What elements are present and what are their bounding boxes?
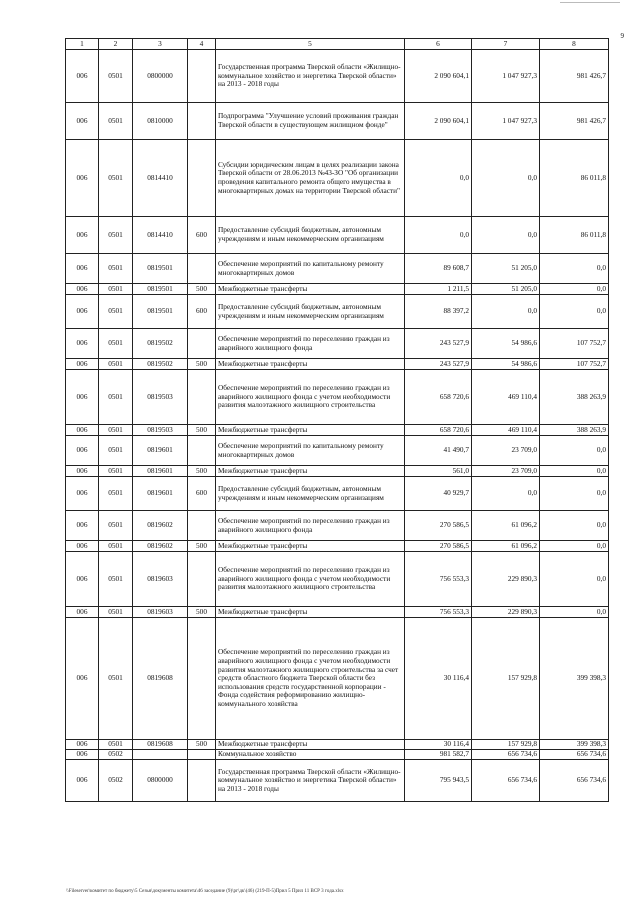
code-expense-type-cell [188,254,216,284]
amount-year-2-cell: 469 110,4 [472,370,540,425]
amount-year-2-cell: 54 986,6 [472,359,540,370]
item-name-cell: Межбюджетные трансферты [216,466,405,477]
code-target-cell: 0819602 [133,511,188,541]
code-target-cell: 0819503 [133,370,188,425]
code-section-cell: 0501 [99,541,133,552]
code-expense-type-cell [188,552,216,607]
code-target-cell: 0819608 [133,618,188,740]
code-expense-type-cell [188,329,216,359]
item-name-cell: Государственная программа Тверской области «Жилищно-коммунальное хозяйство и энергетика Тверской области» на 2013 - 2018 годы [216,50,405,103]
code-expense-type-cell [188,618,216,740]
code-expense-type-cell: 600 [188,295,216,329]
amount-year-2-cell: 656 734,6 [472,760,540,802]
code-target-cell: 0819501 [133,295,188,329]
code-target-cell: 0819601 [133,466,188,477]
amount-year-2-cell: 23 709,0 [472,436,540,466]
amount-year-3-cell: 0,0 [540,552,609,607]
code-target-cell: 0819502 [133,329,188,359]
code-expense-type-cell: 500 [188,607,216,618]
table-row [66,359,609,370]
code-target-cell: 0819603 [133,552,188,607]
amount-year-2-cell: 229 890,3 [472,552,540,607]
amount-year-2-cell: 1 047 927,3 [472,50,540,103]
code-target-cell: 0819501 [133,284,188,295]
code-ministry-cell: 006 [66,254,99,284]
amount-year-1-cell: 756 553,3 [405,552,472,607]
table-row [66,329,609,359]
code-section-cell: 0501 [99,370,133,425]
amount-year-2-cell: 51 205,0 [472,284,540,295]
code-expense-type-cell: 500 [188,740,216,750]
item-name-cell: Субсидии юридическим лицам в целях реализации закона Тверской области от 28.06.2013 №43-ЗО "Об организации проведения капитального ремонта общего имущества в многоквартирных домах на территории Тверской области" [216,140,405,217]
code-section-cell: 0501 [99,511,133,541]
code-ministry-cell: 006 [66,103,99,140]
amount-year-3-cell: 399 398,3 [540,618,609,740]
amount-year-2-cell: 157 929,8 [472,618,540,740]
amount-year-3-cell: 388 263,9 [540,425,609,436]
code-section-cell: 0501 [99,103,133,140]
code-target-cell: 0814410 [133,217,188,254]
header-col-5: 5 [216,39,405,50]
page-number: 9 [620,32,624,40]
item-name-cell: Обеспечение мероприятий по переселению граждан из аварийного жилищного фонда с учетом необходимости развития малоэтажного жилищного строительства за счет средств областного бюджета Тверской области без использования средств государственной корпорации - Фонда содействия реформированию жилищно-коммунального хозяйства [216,618,405,740]
amount-year-1-cell: 270 586,5 [405,511,472,541]
table-row [66,425,609,436]
code-ministry-cell: 006 [66,329,99,359]
code-section-cell: 0501 [99,50,133,103]
file-path-footer: \\Fileserver\комитет по бюджету\5 Сезья\документы комитета\46 заседание (9)\рг\дк\(46) (219-П-5)Прил 5 Прил 11 ВСР 3 года.xlsx [66,889,344,894]
code-target-cell: 0819601 [133,477,188,511]
code-target-cell: 0819602 [133,541,188,552]
code-target-cell: 0819608 [133,740,188,750]
amount-year-2-cell: 157 929,8 [472,740,540,750]
item-name-cell: Межбюджетные трансферты [216,284,405,295]
table-row [66,370,609,425]
code-ministry-cell: 006 [66,740,99,750]
amount-year-3-cell: 0,0 [540,436,609,466]
amount-year-1-cell: 658 720,6 [405,370,472,425]
amount-year-3-cell: 981 426,7 [540,50,609,103]
header-col-3: 3 [133,39,188,50]
header-col-4: 4 [188,39,216,50]
code-section-cell: 0501 [99,359,133,370]
code-section-cell: 0501 [99,140,133,217]
code-ministry-cell: 006 [66,552,99,607]
code-ministry-cell: 006 [66,140,99,217]
amount-year-1-cell: 30 116,4 [405,618,472,740]
code-ministry-cell: 006 [66,760,99,802]
table-row [66,295,609,329]
code-section-cell: 0501 [99,329,133,359]
table-row [66,466,609,477]
amount-year-3-cell: 388 263,9 [540,370,609,425]
amount-year-1-cell: 88 397,2 [405,295,472,329]
item-name-cell: Обеспечение мероприятий по переселению граждан из аварийного жилищного фонда с учетом необходимости развития малоэтажного жилищного строительства [216,552,405,607]
item-name-cell: Обеспечение мероприятий по переселению граждан из аварийного жилищного фонда [216,511,405,541]
table-row [66,217,609,254]
table-row [66,140,609,217]
code-section-cell: 0501 [99,436,133,466]
header-col-8: 8 [540,39,609,50]
amount-year-1-cell: 2 090 604,1 [405,103,472,140]
amount-year-2-cell: 61 096,2 [472,541,540,552]
code-section-cell: 0501 [99,425,133,436]
amount-year-1-cell: 89 608,7 [405,254,472,284]
amount-year-2-cell: 0,0 [472,140,540,217]
code-section-cell: 0501 [99,284,133,295]
table-row [66,618,609,740]
amount-year-2-cell: 51 205,0 [472,254,540,284]
header-col-7: 7 [472,39,540,50]
item-name-cell: Государственная программа Тверской области «Жилищно-коммунальное хозяйство и энергетика Тверской области» на 2013 - 2018 годы [216,760,405,802]
item-name-cell: Предоставление субсидий бюджетным, автономным учреждениям и иным некоммерческим организациям [216,295,405,329]
item-name-cell: Обеспечение мероприятий по переселению граждан из аварийного жилищного фонда [216,329,405,359]
table-row [66,477,609,511]
item-name-cell: Предоставление субсидий бюджетным, автономным учреждениям и иным некоммерческим организациям [216,477,405,511]
amount-year-3-cell: 107 752,7 [540,329,609,359]
code-target-cell: 0819601 [133,436,188,466]
amount-year-2-cell: 1 047 927,3 [472,103,540,140]
amount-year-3-cell: 0,0 [540,284,609,295]
code-target-cell: 0819502 [133,359,188,370]
code-ministry-cell: 006 [66,217,99,254]
code-expense-type-cell [188,140,216,217]
item-name-cell: Межбюджетные трансферты [216,359,405,370]
code-target-cell: 0814410 [133,140,188,217]
code-ministry-cell: 006 [66,511,99,541]
code-target-cell: 0819501 [133,254,188,284]
amount-year-1-cell: 561,0 [405,466,472,477]
amount-year-1-cell: 658 720,6 [405,425,472,436]
amount-year-1-cell: 270 586,5 [405,541,472,552]
amount-year-2-cell: 469 110,4 [472,425,540,436]
amount-year-1-cell: 243 527,9 [405,359,472,370]
code-ministry-cell: 006 [66,50,99,103]
table-row [66,436,609,466]
code-expense-type-cell: 500 [188,359,216,370]
code-section-cell: 0501 [99,740,133,750]
amount-year-2-cell: 0,0 [472,477,540,511]
item-name-cell: Предоставление субсидий бюджетным, автономным учреждениям и иным некоммерческим организациям [216,217,405,254]
amount-year-1-cell: 30 116,4 [405,740,472,750]
table-row [66,103,609,140]
amount-year-1-cell: 40 929,7 [405,477,472,511]
code-expense-type-cell [188,103,216,140]
code-expense-type-cell: 600 [188,477,216,511]
code-ministry-cell: 006 [66,541,99,552]
amount-year-2-cell: 656 734,6 [472,750,540,760]
code-expense-type-cell [188,511,216,541]
code-ministry-cell: 006 [66,750,99,760]
code-section-cell: 0502 [99,750,133,760]
amount-year-3-cell: 399 398,3 [540,740,609,750]
code-target-cell: 0819503 [133,425,188,436]
code-section-cell: 0502 [99,760,133,802]
item-name-cell: Подпрограмма "Улучшение условий проживания граждан Тверской области в существующем жилищном фонде" [216,103,405,140]
code-expense-type-cell [188,760,216,802]
code-ministry-cell: 006 [66,618,99,740]
amount-year-3-cell: 86 011,8 [540,140,609,217]
amount-year-2-cell: 0,0 [472,217,540,254]
item-name-cell: Обеспечение мероприятий по капитальному ремонту многоквартирных домов [216,436,405,466]
code-ministry-cell: 006 [66,284,99,295]
table-header-row [66,39,609,50]
code-section-cell: 0501 [99,254,133,284]
code-section-cell: 0501 [99,607,133,618]
amount-year-3-cell: 0,0 [540,466,609,477]
amount-year-3-cell: 981 426,7 [540,103,609,140]
amount-year-2-cell: 229 890,3 [472,607,540,618]
code-expense-type-cell: 500 [188,466,216,477]
code-expense-type-cell [188,50,216,103]
table-row [66,511,609,541]
amount-year-1-cell: 0,0 [405,217,472,254]
amount-year-3-cell: 656 734,6 [540,760,609,802]
item-name-cell: Межбюджетные трансферты [216,740,405,750]
table-row [66,50,609,103]
code-section-cell: 0501 [99,295,133,329]
code-section-cell: 0501 [99,466,133,477]
table-row [66,541,609,552]
item-name-cell: Обеспечение мероприятий по переселению граждан из аварийного жилищного фонда с учетом необходимости развития малоэтажного жилищного строительства [216,370,405,425]
header-col-6: 6 [405,39,472,50]
code-section-cell: 0501 [99,477,133,511]
table-row [66,760,609,802]
table-row [66,552,609,607]
code-target-cell: 0810000 [133,103,188,140]
amount-year-2-cell: 23 709,0 [472,466,540,477]
code-expense-type-cell [188,436,216,466]
top-edge-line [560,2,620,3]
item-name-cell: Межбюджетные трансферты [216,607,405,618]
code-expense-type-cell: 500 [188,425,216,436]
code-section-cell: 0501 [99,618,133,740]
code-expense-type-cell [188,370,216,425]
code-ministry-cell: 006 [66,425,99,436]
amount-year-2-cell: 0,0 [472,295,540,329]
amount-year-1-cell: 41 490,7 [405,436,472,466]
code-ministry-cell: 006 [66,607,99,618]
header-col-1: 1 [66,39,99,50]
code-expense-type-cell: 500 [188,541,216,552]
table-row [66,607,609,618]
budget-table [65,38,609,802]
code-expense-type-cell: 500 [188,284,216,295]
table-row [66,750,609,760]
item-name-cell: Обеспечение мероприятий по капитальному ремонту многоквартирных домов [216,254,405,284]
amount-year-1-cell: 2 090 604,1 [405,50,472,103]
amount-year-3-cell: 0,0 [540,607,609,618]
code-section-cell: 0501 [99,217,133,254]
item-name-cell: Межбюджетные трансферты [216,541,405,552]
code-ministry-cell: 006 [66,359,99,370]
code-ministry-cell: 006 [66,477,99,511]
amount-year-1-cell: 795 943,5 [405,760,472,802]
amount-year-3-cell: 0,0 [540,541,609,552]
code-ministry-cell: 006 [66,295,99,329]
amount-year-3-cell: 0,0 [540,295,609,329]
code-ministry-cell: 006 [66,370,99,425]
amount-year-3-cell: 86 011,8 [540,217,609,254]
amount-year-1-cell: 756 553,3 [405,607,472,618]
code-target-cell: 0800000 [133,50,188,103]
code-expense-type-cell: 600 [188,217,216,254]
amount-year-3-cell: 656 734,6 [540,750,609,760]
code-section-cell: 0501 [99,552,133,607]
amount-year-1-cell: 0,0 [405,140,472,217]
amount-year-3-cell: 0,0 [540,254,609,284]
amount-year-2-cell: 54 986,6 [472,329,540,359]
code-target-cell [133,750,188,760]
code-ministry-cell: 006 [66,466,99,477]
amount-year-2-cell: 61 096,2 [472,511,540,541]
code-expense-type-cell [188,750,216,760]
amount-year-3-cell: 0,0 [540,477,609,511]
amount-year-3-cell: 107 752,7 [540,359,609,370]
code-target-cell: 0819603 [133,607,188,618]
header-col-2: 2 [99,39,133,50]
code-ministry-cell: 006 [66,436,99,466]
table-row [66,254,609,284]
amount-year-3-cell: 0,0 [540,511,609,541]
amount-year-1-cell: 981 582,7 [405,750,472,760]
amount-year-1-cell: 1 211,5 [405,284,472,295]
item-name-cell: Межбюджетные трансферты [216,425,405,436]
table-row [66,284,609,295]
code-target-cell: 0800000 [133,760,188,802]
table-row [66,740,609,750]
item-name-cell: Коммунальное хозяйство [216,750,405,760]
amount-year-1-cell: 243 527,9 [405,329,472,359]
